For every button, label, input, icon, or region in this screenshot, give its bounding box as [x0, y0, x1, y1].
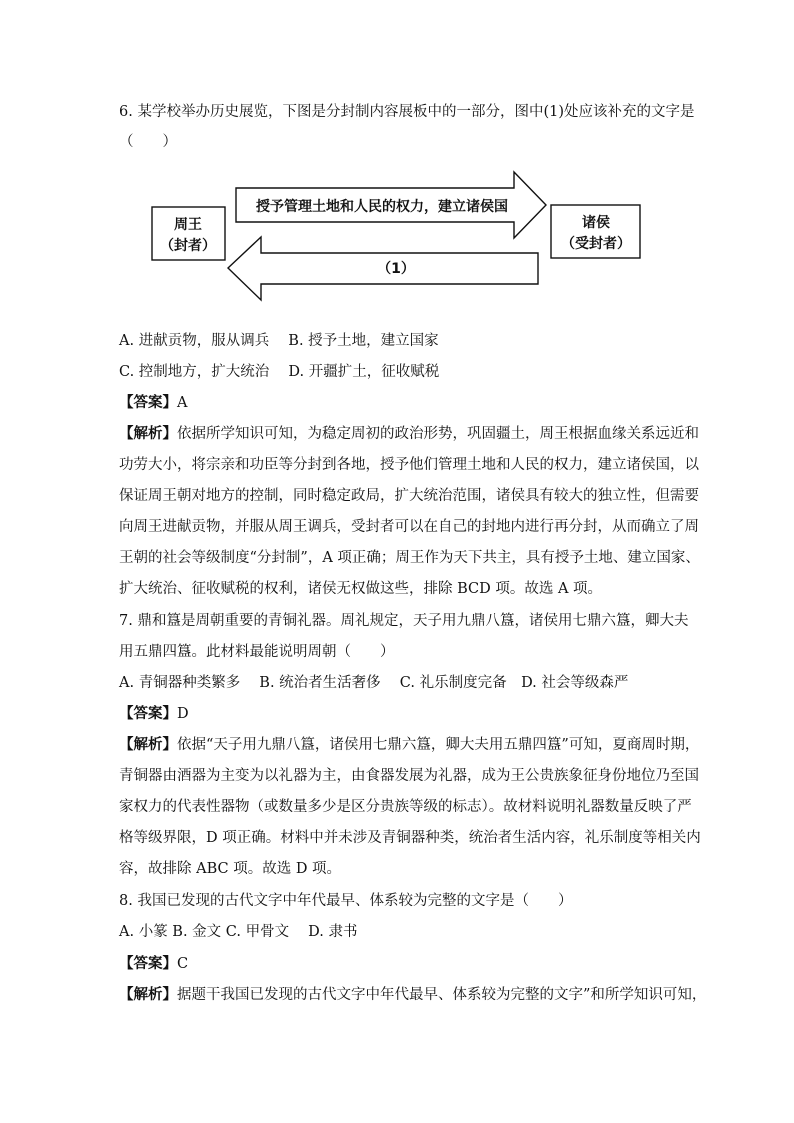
- q8-analysis-line1: [119, 985, 707, 1005]
- q7-analysis-line5: 容，故排除 ABC 项。故选 D 项。: [119, 861, 342, 877]
- analysis-label: 【解析】: [119, 987, 177, 1003]
- answer-value: A: [177, 395, 188, 411]
- q6-options-line2: C. 控制地方，扩大统治 D. 开疆扩土，征收赋税: [119, 364, 440, 380]
- answer-label: 【答案】: [119, 706, 177, 722]
- q6-analysis-line2: 功劳大小，将宗亲和功臣等分封到各地，授予他们管理土地和人民的权力，建立诸侯国，以: [119, 457, 699, 473]
- answer-value: D: [177, 706, 189, 722]
- top-arrow-text: 授予管理土地和人民的权力，建立诸侯国: [256, 199, 508, 215]
- q6-stem-line2: （ ）: [119, 134, 177, 150]
- zhou-king-line2: （封者）: [160, 238, 216, 254]
- analysis-text: 据题干我国已发现的古代文字中年代最早、体系较为完整的文字”和所学知识可知，: [177, 987, 707, 1003]
- q6-stem-line1: 6. 某学校举办历史展览，下图是分封制内容展板中的一部分，图中(1)处应该补充的文字是: [119, 104, 695, 120]
- analysis-label: 【解析】: [119, 737, 177, 753]
- q7-analysis-line1: [119, 735, 700, 755]
- q7-answer: [119, 704, 689, 724]
- q6-options-line1: A. 进献贡物，服从调兵 B. 授予土地，建立国家: [119, 333, 439, 349]
- q6-analysis-line5: 王朝的社会等级制度“分封制”，A 项正确；周王作为天下共主，具有授予土地、建立国家、: [119, 550, 700, 566]
- q7-analysis-line2: 青铜器由酒器为主变为以礼器为主，由食器发展为礼器，成为王公贵族象征身份地位乃至国: [119, 768, 699, 784]
- q8-stem: 8. 我国已发现的古代文字中年代最早、体系较为完整的文字是（ ）: [119, 893, 573, 909]
- answer-value: C: [177, 956, 189, 972]
- analysis-label: 【解析】: [119, 426, 177, 442]
- q7-stem-line1: 7. 鼎和簋是周朝重要的青铜礼器。周礼规定，天子用九鼎八簋，诸侯用七鼎六簋，卿大夫: [119, 613, 689, 629]
- zhou-king-line1: 周王: [174, 217, 202, 233]
- vassal-line2: （受封者）: [561, 236, 631, 252]
- bottom-arrow-text: （1）: [377, 261, 415, 277]
- enfeoffment-diagram: [0, 0, 794, 320]
- analysis-text: 依据“天子用九鼎八簋，诸侯用七鼎六簋，卿大夫用五鼎四簋”可知，夏商周时期，: [177, 737, 700, 753]
- q7-analysis-line4: 格等级界限，D 项正确。材料中并未涉及青铜器种类，统治者生活内容，礼乐制度等相关内: [119, 830, 701, 846]
- q8-answer: [119, 954, 689, 974]
- q6-analysis-line3: 保证周王朝对地方的控制，同时稳定政局，扩大统治范围，诸侯具有较大的独立性，但需要: [119, 488, 699, 504]
- q6-analysis-line4: 向周王进献贡物，并服从周王调兵，受封者可以在自己的封地内进行再分封，从而确立了周: [119, 519, 699, 535]
- answer-label: 【答案】: [119, 395, 177, 411]
- q6-answer: [119, 393, 689, 413]
- q7-stem-line2: 用五鼎四簋。此材料最能说明周朝（ ）: [119, 644, 395, 660]
- analysis-text: 依据所学知识可知，为稳定周初的政治形势，巩固疆土，周王根据血缘关系远近和: [177, 426, 699, 442]
- q6-analysis-line6: 扩大统治、征收赋税的权利，诸侯无权做这些，排除 BCD 项。故选 A 项。: [119, 581, 603, 597]
- q7-analysis-line3: 家权力的代表性器物（或数量多少是区分贵族等级的标志）。故材料说明礼器数量反映了严: [119, 799, 692, 815]
- q7-options: A. 青铜器种类繁多 B. 统治者生活奢侈 C. 礼乐制度完备 D. 社会等级森严: [119, 675, 629, 691]
- answer-label: 【答案】: [119, 956, 177, 972]
- q6-analysis-line1: [119, 424, 699, 444]
- vassal-line1: 诸侯: [582, 215, 610, 231]
- q8-options: A. 小篆 B. 金文 C. 甲骨文 D. 隶书: [119, 924, 358, 940]
